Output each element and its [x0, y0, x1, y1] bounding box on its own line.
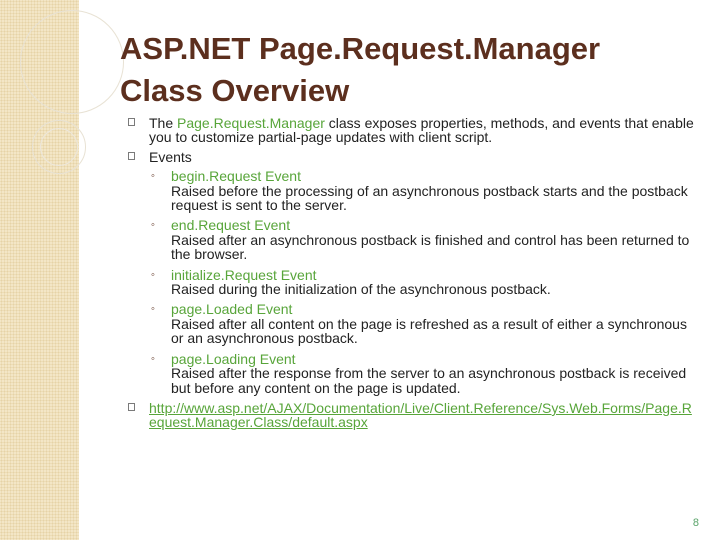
ring-bullet-icon: ◦ [151, 352, 155, 365]
event-name: page.Loading Event [171, 350, 296, 367]
event-description: Raised after the response from the server to an asynchronous postback is received but before any content on the page is updated. [171, 365, 687, 396]
ring-bullet-icon: ◦ [151, 303, 155, 316]
ring-bullet-icon: ◦ [151, 268, 155, 281]
slide-title: ASP.NET Page.Request.Manager Class Overview [120, 31, 601, 108]
intro-bullet: The Page.Request.Manager class exposes properties, methods, and events that enable you to customize partial-page updates with client script. [128, 116, 696, 145]
event-name: end.Request Event [171, 217, 291, 234]
class-name: Page.Request.Manager [177, 115, 325, 131]
square-bullet-icon [128, 403, 135, 411]
event-name: initialize.Request Event [171, 266, 317, 283]
event-item [128, 169, 696, 212]
event-item [128, 218, 696, 261]
decorative-circle-large [20, 10, 124, 114]
event-name: page.Loaded Event [171, 301, 293, 318]
page-number: 8 [692, 517, 699, 529]
square-bullet-icon [128, 118, 135, 126]
event-item [128, 352, 696, 395]
ring-bullet-icon: ◦ [151, 170, 155, 183]
event-description: Raised after all content on the page is refreshed as a result of either a synchronous or an asynchronous postback. [171, 315, 687, 347]
event-description: Raised after an asynchronous postback is finished and control has been returned to the browser. [171, 231, 690, 263]
event-name: begin.Request Event [171, 168, 301, 185]
events-bullet [128, 150, 696, 164]
ring-bullet-icon: ◦ [151, 219, 155, 232]
documentation-link[interactable]: http://www.asp.net/AJAX/Documentation/Live/Client.Reference/Sys.Web.Forms/Page.Request.Manager.Class/default.aspx [149, 399, 692, 431]
event-description: Raised before the processing of an asynchronous postback starts and the postback request is sent to the server. [171, 182, 688, 214]
event-item [128, 268, 696, 297]
square-bullet-icon [128, 152, 135, 160]
event-item [128, 302, 696, 345]
intro-text: class exposes properties, methods, and events that enable you to customize partial-page updates with client script. [149, 115, 694, 146]
decorative-circle-inner [40, 128, 78, 166]
event-description: Raised during the initialization of the asynchronous postback. [171, 281, 551, 298]
link-bullet [128, 401, 696, 430]
slide-content [128, 116, 696, 435]
events-heading: Events [149, 148, 192, 165]
